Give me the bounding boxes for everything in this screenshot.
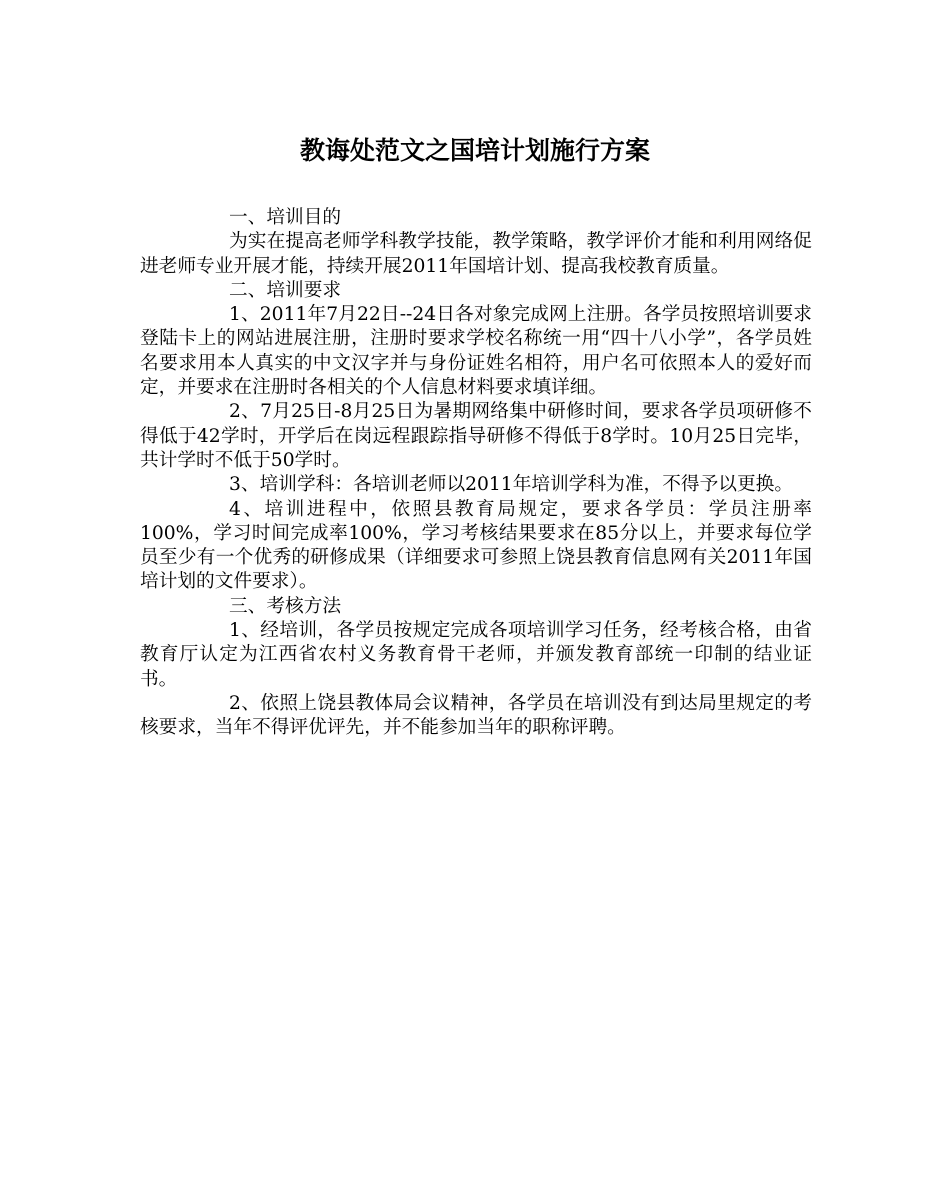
document-title: 教诲处范文之国培计划施行方案 [299, 136, 650, 165]
section-heading-assessment: 三、考核方法 [229, 595, 342, 617]
section-heading-purpose: 一、培训目的 [229, 207, 342, 228]
paragraph-requirement-1: 1、2011年7月22日--24日各对象完成网上注册。各学员按照培训要求登陆卡上的网站进展注册，注册时要求学校名称统一用“四十八小学”，各学员姓名要求用本人真实的中文汉字并与身份证姓名相符，用户名可依照本人的爱好而定，并要求在注册时各相关的个人信息材料要求填详细。 [140, 304, 812, 399]
paragraph-requirement-2: 2、7月25日-8月25日为暑期网络集中研修时间，要求各学员项研修不得低于42学时，开学后在岗远程跟踪指导研修不得低于8学时。10月25日完毕，共计学时不低于50学时。 [140, 401, 812, 471]
paragraph-assessment-2: 2、依照上饶县教体局会议精神，各学员在培训没有到达局里规定的考核要求，当年不得评优评先，并不能参加当年的职称评聘。 [140, 692, 812, 739]
paragraph-purpose: 为实在提高老师学科教学技能，教学策略，教学评价才能和利用网络促进老师专业开展才能，持续开展2011年国培计划、提高我校教育质量。 [140, 231, 812, 277]
paragraph-requirement-4: 4、培训进程中，依照县教育局规定，要求各学员：学员注册率100%，学习时间完成率100%，学习考核结果要求在85分以上，并要求每位学员至少有一个优秀的研修成果（详细要求可参照上饶县教育信息网有关2011年国培计划的文件要求）。 [140, 498, 812, 593]
document-body [140, 206, 812, 741]
section-heading-requirements: 二、培训要求 [229, 279, 342, 301]
paragraph-requirement-3: 3、培训学科：各培训老师以2011年培训学科为准，不得予以更换。 [229, 474, 794, 496]
paragraph-assessment-1: 1、经培训，各学员按规定完成各项培训学习任务，经考核合格，由省教育厅认定为江西省农村义务教育骨干老师，并颁发教育部统一印制的结业证书。 [140, 620, 812, 690]
